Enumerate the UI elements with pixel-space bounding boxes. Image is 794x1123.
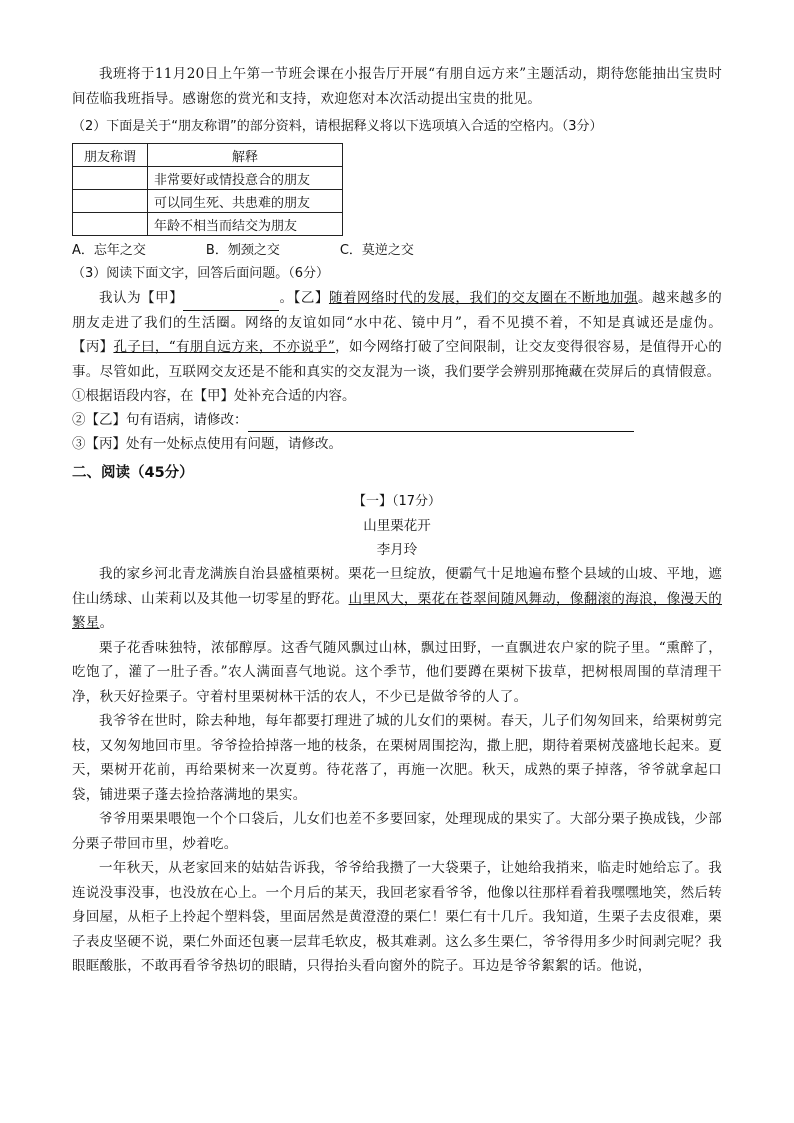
article-author: 李月玲 [376, 542, 418, 558]
section-title: 二、阅读（45分） [72, 465, 194, 481]
table-header-row [73, 144, 343, 167]
after-yi: 。越来越多的朋友走进了我们的生活圈。网络的友谊如同“水中花、镜中月”，看不见摸不着，不知是真诚还是虚伪。 [72, 290, 722, 331]
yi-revision-blank[interactable] [248, 415, 634, 432]
intro-notice: 我班将于11月20日上午第一节班会课在小报告厅开展“有朋自远方来”主题活动，期待您能抽出宝贵时间莅临我班指导。感谢您的赏光和支持，欢迎您对本次活动提出宝贵的批见。 [72, 66, 722, 107]
q3-passage [72, 286, 722, 384]
article-paragraph: 栗子花香味独特，浓郁醇厚。这香气随风飘过山林，飘过田野，一直飘进农户家的院子里。“熏醉了，吃饱了，灌了一肚子香。”农人满面喜气地说。这个季节，他们要蹲在栗树下拔草，把树根周围的草清理干净，秋天好捡栗子。守着村里栗树林干活的农人，不少已是做爷爷的人了。 [72, 639, 722, 705]
p1-text: 我的家乡河北青龙满族自治县盛植栗树。栗花一旦绽放，便霸气十足地遍布整个县域的山坡、平地，遮住山绣球、山茉莉以及其他一切零星的野花。 [72, 566, 722, 607]
p1-end: 。 [99, 615, 114, 631]
meaning-cell: 非常要好或情投意合的朋友 [148, 167, 343, 190]
article-paragraph: 爷爷用栗果喂饱一个个口袋后，儿女们也差不多要回家，处理现成的果实了。大部分栗子换成钱，少部分栗子带回市里，炒着吃。 [72, 811, 722, 852]
friend-terms-table [72, 143, 343, 236]
q2-options [72, 240, 722, 262]
term-blank-cell[interactable] [73, 213, 148, 236]
q3-prompt: （3）阅读下面文字，回答后面问题。（6分） [72, 266, 330, 281]
yi-label: 。【乙】 [279, 290, 329, 306]
article-paragraph: 我爷爷在世时，除去种地，每年都要打理进了城的儿女们的栗树。春天，儿子们匆匆回来，给栗树剪完枝，又匆匆地回市里。爷爷捡拾掉落一地的枝条，在栗树周围挖沟，撒上肥，期待着栗树茂盛地长起来。夏天，栗树开花前，再给栗树来一次夏剪。待花落了，再施一次肥。秋天，成熟的栗子掉落，爷爷就拿起口袋，铺进栗子蓬去捡拾落满地的果实。 [72, 713, 722, 803]
table-header-term: 朋友称谓 [73, 144, 148, 167]
q3-sub2-line [72, 408, 722, 432]
part-label: 【一】（17分） [352, 494, 442, 509]
term-blank-cell[interactable] [73, 190, 148, 213]
term-blank-cell[interactable] [73, 167, 148, 190]
exam-page [72, 62, 722, 979]
option-b: B．刎颈之交 [205, 243, 280, 258]
q3-sub1: ①根据语段内容，在【甲】处补充合适的内容。 [72, 388, 356, 404]
table-row [73, 190, 343, 213]
q2-prompt: （2）下面是关于“朋友称谓”的部分资料，请根据释义将以下选项填入合适的空格内。（3分） [72, 119, 603, 134]
table-row [73, 167, 343, 190]
bing-sentence: 孔子曰，“有朋自远方来，不亦说乎” [113, 339, 336, 355]
q3-lead: 我认为【甲】 [99, 290, 184, 306]
article-title: 山里栗花开 [363, 518, 431, 534]
meaning-cell: 可以同生死、共患难的朋友 [148, 190, 343, 213]
table-row [73, 213, 343, 236]
table-header-meaning: 解释 [148, 144, 343, 167]
option-c: C．莫逆之交 [339, 243, 414, 258]
meaning-cell: 年龄不相当而结交为朋友 [148, 213, 343, 236]
q3-sub2: ②【乙】句有语病，请修改： [72, 412, 248, 428]
jia-answer-blank[interactable] [183, 294, 279, 311]
yi-sentence: 随着网络时代的发展，我们的交友圈在不断地加强 [328, 290, 638, 306]
option-a: A．忘年之交 [72, 243, 146, 258]
bing-label: 【丙】 [72, 339, 114, 355]
article-paragraph [72, 562, 722, 636]
p1-underlined-sentence: 山里风大，栗花在苍翠间随风舞动，像翻滚的海浪，像漫天的繁星 [72, 590, 722, 631]
q3-sub3: ③【丙】处有一处标点使用有问题，请修改。 [72, 436, 342, 452]
article-paragraph: 一年秋天，从老家回来的姑姑告诉我，爷爷给我攒了一大袋栗子，让她给我捎来，临走时她给忘了。我连说没事没事，也没放在心上。一个月后的某天，我回老家看爷爷，他像以往那样看着我嘿嘿地笑，然后转身回屋，从柜子上拎起个塑料袋，里面居然是黄澄澄的栗仁！栗仁有十几斤。我知道，生栗子去皮很难，栗子表皮坚硬不说，栗仁外面还包裹一层茸毛软皮，极其难剥。这么多生栗仁，爷爷得用多少时间剥完呢？我眼眶酸胀，不敢再看爷爷热切的眼睛，只得抬头看向窗外的院子。耳边是爷爷絮絮的话。他说， [72, 860, 722, 974]
after-bing: ，如今网络打破了空间限制，让交友变得很容易，是值得开心的事。尽管如此，互联网交友还是不能和真实的交友混为一谈，我们要学会辨别那掩藏在荧屏后的真情假意。 [72, 339, 722, 380]
